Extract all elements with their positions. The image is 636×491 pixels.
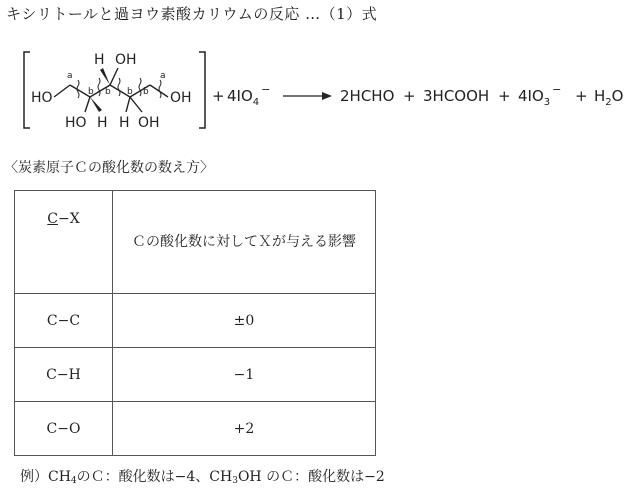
table-cell-effect: −1 xyxy=(113,348,376,402)
table-header-bond-c: C xyxy=(47,211,58,227)
label-bond-b-4: b xyxy=(143,87,149,97)
table-header-bond-text xyxy=(47,211,79,227)
product-iodate-sub: 3 xyxy=(543,97,551,108)
label-bond-b-1: b xyxy=(88,87,94,97)
wedge-bond-1 xyxy=(90,97,102,112)
label-bottom-h2: H xyxy=(119,115,130,131)
table-cell-bond: C−H xyxy=(15,348,113,402)
page-title: キシリトールと過ヨウ素酸カリウムの反応 …（1）式 xyxy=(6,5,378,23)
example-ch3-sub: 3 xyxy=(232,476,238,486)
example-note xyxy=(20,466,385,486)
product-iodate xyxy=(518,83,561,108)
table-header-bond xyxy=(15,191,113,294)
reagent-periodate-sub: 4 xyxy=(252,97,260,108)
table-cell-bond: C−O xyxy=(15,402,113,456)
label-bond-b-3: b xyxy=(127,87,133,97)
table-cell-bond: C−C xyxy=(15,294,113,348)
table-header-effect xyxy=(113,191,376,294)
label-top-h: H xyxy=(94,52,105,68)
label-left-ho: HO xyxy=(31,90,53,106)
label-bottom-oh: OH xyxy=(138,115,160,131)
label-bond-b-2: b xyxy=(105,87,111,97)
table-row xyxy=(15,294,376,348)
example-mid1: のＣ：酸化数は−4、CH xyxy=(76,469,233,485)
reagent-periodate xyxy=(227,83,270,108)
plus-sign-4: + xyxy=(575,87,588,105)
example-ch4-sub: 4 xyxy=(70,476,77,486)
product-water-h: H xyxy=(594,87,606,105)
plus-sign-2: + xyxy=(403,87,416,105)
product-formic-acid: 3HCOOH xyxy=(423,87,490,105)
wedge-bond-2 xyxy=(100,68,110,85)
table-cell-effect: ±0 xyxy=(113,294,376,348)
section-heading: 〈炭素原子Ｃの酸化数の数え方〉 xyxy=(4,160,214,176)
example-mid2: OH のＣ：酸化数は−2 xyxy=(237,469,385,485)
product-iodate-main: 4IO xyxy=(518,87,544,105)
label-bond-a-left: a xyxy=(67,71,73,81)
table-cell-effect: +2 xyxy=(113,402,376,456)
table-header-row xyxy=(15,191,376,294)
label-right-oh: OH xyxy=(170,90,192,106)
table-row xyxy=(15,348,376,402)
product-water-sub: 2 xyxy=(605,97,612,108)
reagent-periodate-main: 4IO xyxy=(227,87,253,105)
product-iodate-sup: − xyxy=(552,83,562,96)
table-row xyxy=(15,402,376,456)
product-formaldehyde: 2HCHO xyxy=(340,87,395,105)
product-water xyxy=(594,87,623,108)
label-bottom-ho: HO xyxy=(65,115,87,131)
oxidation-number-table xyxy=(14,190,376,456)
reaction-arrow-head xyxy=(322,92,332,100)
reagent-periodate-sup: − xyxy=(261,83,271,96)
reaction-equation-svg xyxy=(0,40,636,140)
label-top-oh: OH xyxy=(115,52,137,68)
table-header-bond-rest: −X xyxy=(58,211,80,227)
label-bond-a-right: a xyxy=(160,71,166,81)
table-header-effect-text: Ｃの酸化数に対してＸが与える影響 xyxy=(132,234,356,250)
label-bottom-h1: H xyxy=(97,115,108,131)
right-bracket xyxy=(199,52,205,128)
example-prefix: 例）CH xyxy=(20,469,71,485)
reaction-equation xyxy=(0,40,636,140)
product-water-o: O xyxy=(611,87,624,105)
plus-sign-1: + xyxy=(212,87,225,105)
plus-sign-3: + xyxy=(498,87,511,105)
left-bracket xyxy=(24,52,30,128)
